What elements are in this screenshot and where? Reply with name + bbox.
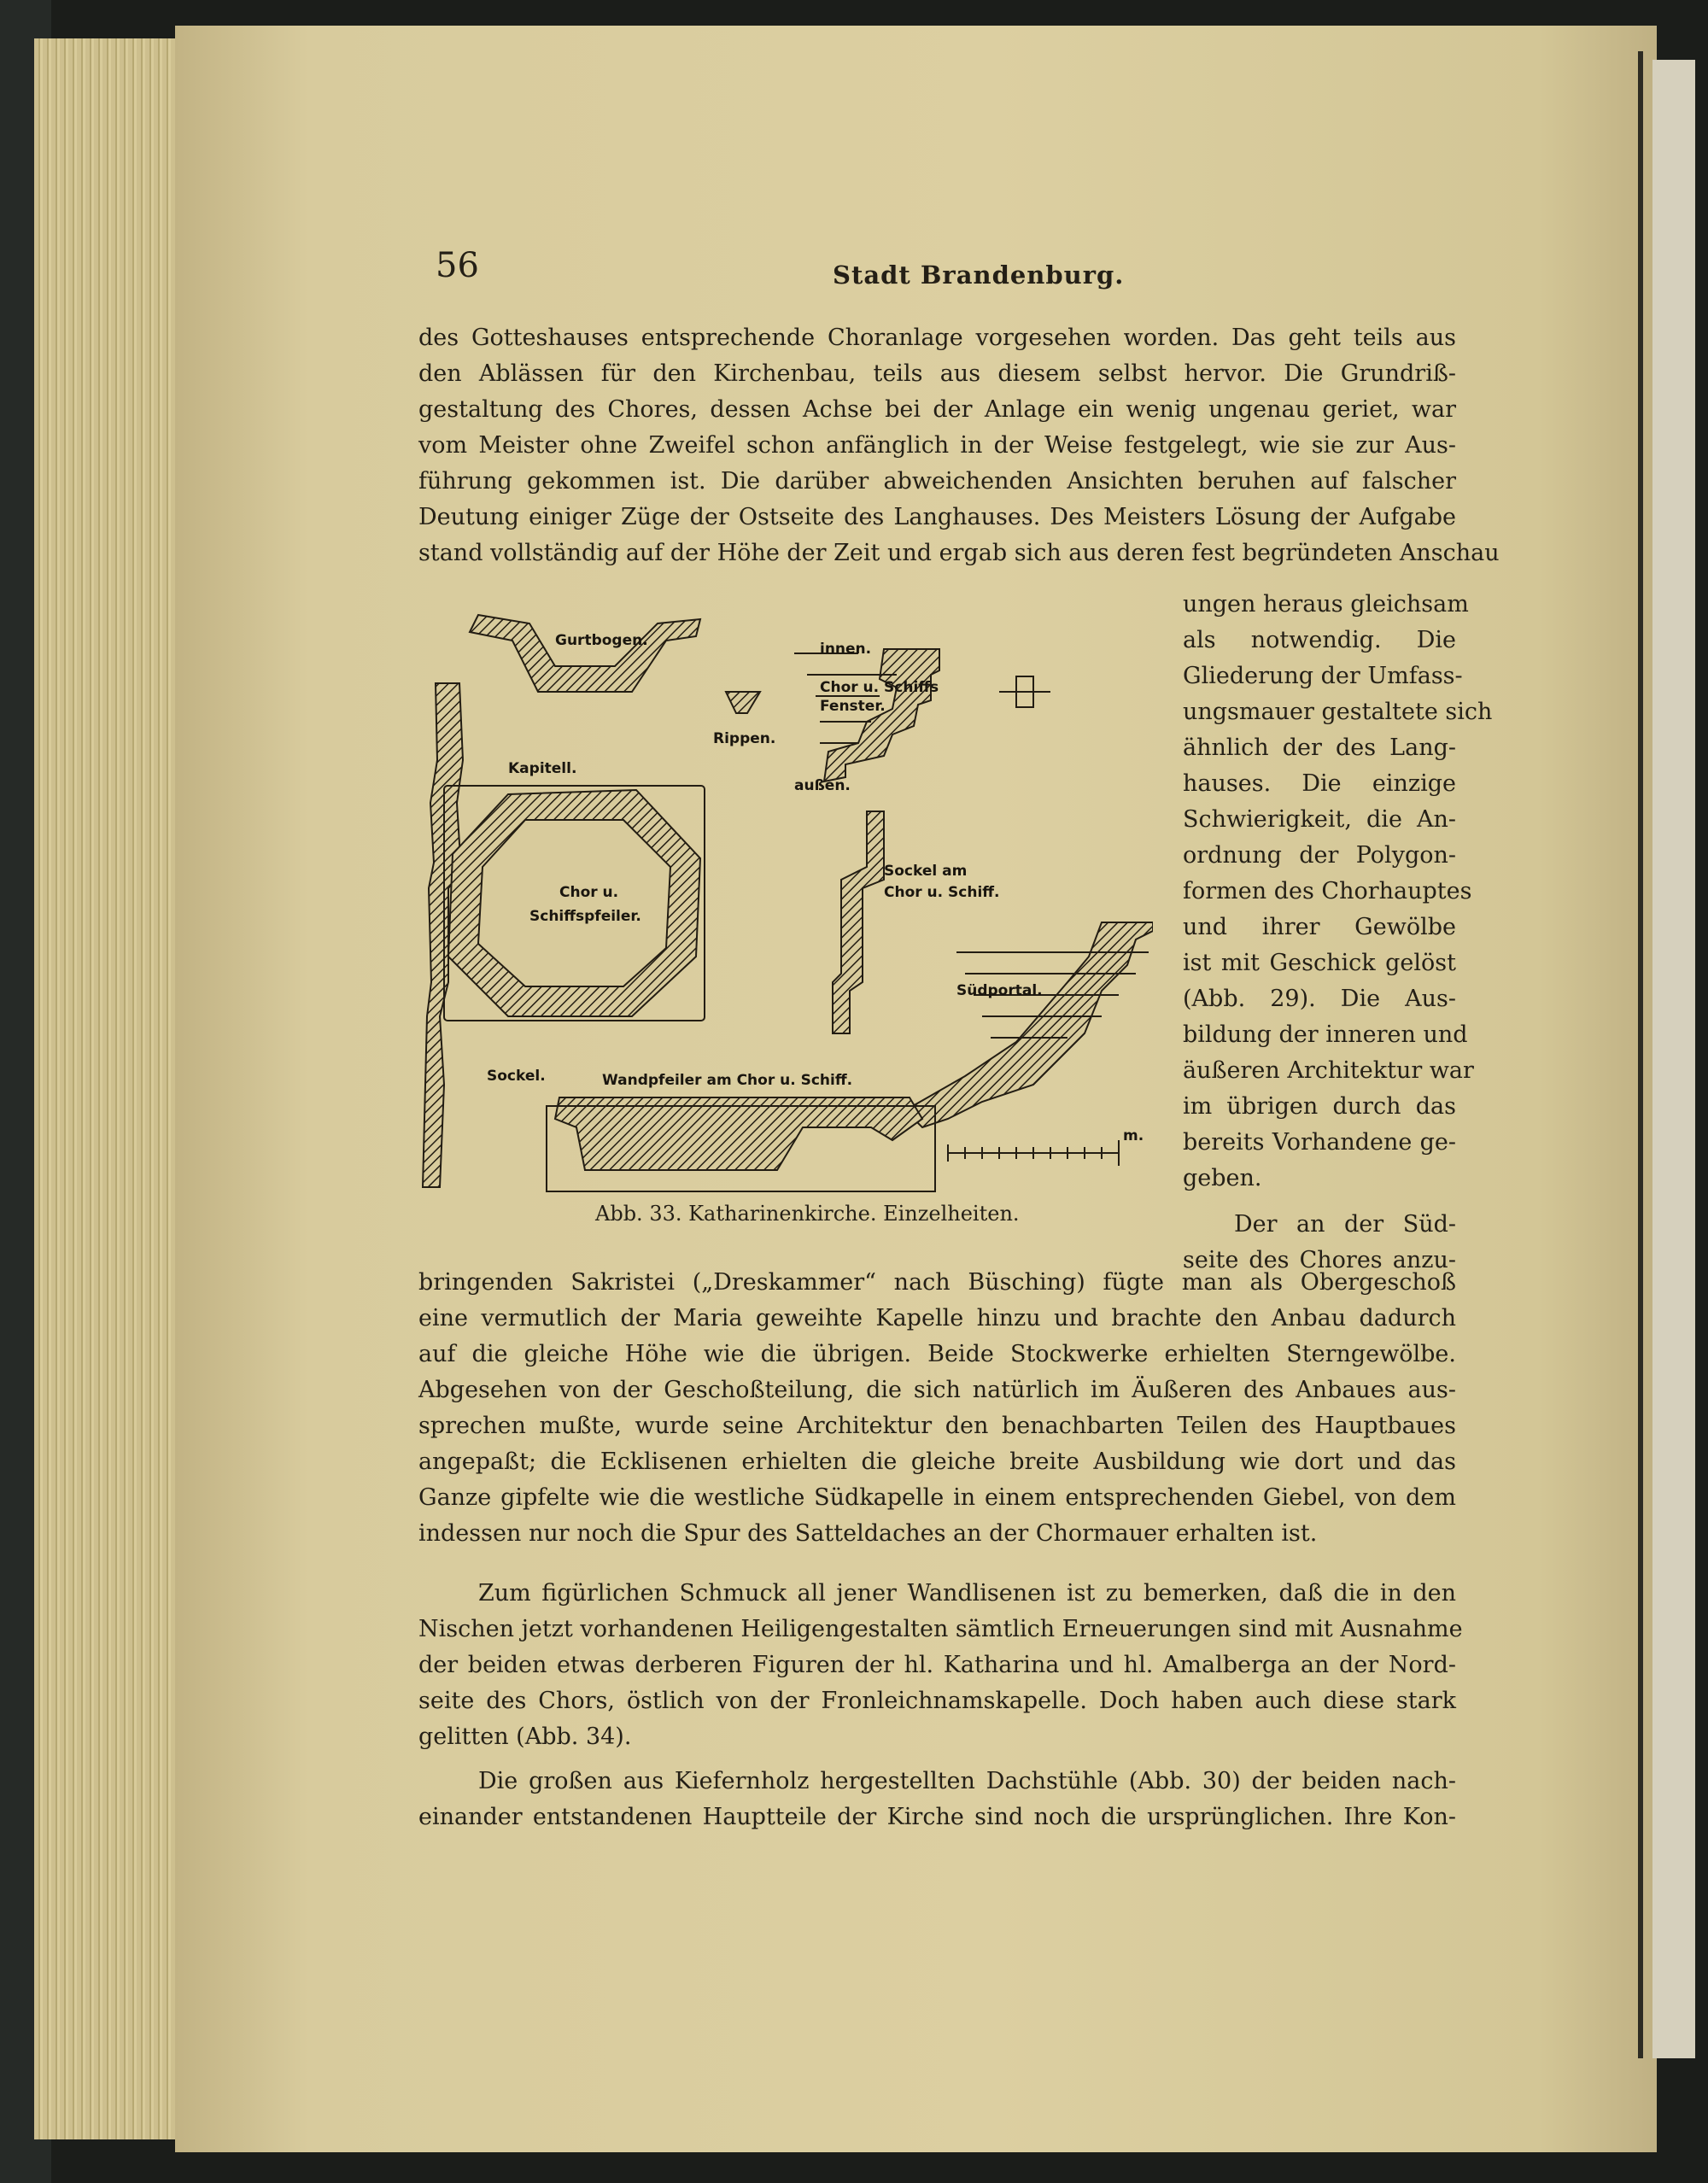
label-rippen: Rippen. xyxy=(713,730,776,747)
text-line: seite des Chores anzu- xyxy=(1183,1247,1456,1273)
scale-bar xyxy=(948,1140,1119,1166)
text-line: vom Meister ohne Zweifel schon anfänglich in der Weise festgelegt, wie sie zur Aus- xyxy=(418,432,1456,459)
rippen-profile xyxy=(726,692,760,713)
text-line: Nischen jetzt vorhandenen Heiligengestalten sämtlich Erneuerungen sind mit Ausnahme xyxy=(418,1616,1463,1642)
label-aussen: außen. xyxy=(794,777,851,794)
text-line: Ganze gipfelte wie die westliche Südkapelle in einem entsprechenden Giebel, von dem xyxy=(418,1484,1456,1511)
text-line: ungen heraus gleichsam xyxy=(1183,591,1469,617)
text-line: bildung der inneren und xyxy=(1183,1021,1468,1048)
text-line: Abgesehen von der Geschoßteilung, die sich natürlich im Äußeren des Anbaues aus- xyxy=(418,1377,1456,1403)
text-line: indessen nur noch die Spur des Satteldaches an der Chormauer erhalten ist. xyxy=(418,1520,1318,1547)
text-line: auf die gleiche Höhe wie die übrigen. Beide Stockwerke erhielten Sterngewölbe. xyxy=(418,1341,1456,1367)
text-line: seite des Chors, östlich von der Fronleichnamskapelle. Doch haben auch diese stark xyxy=(418,1688,1456,1714)
label-pfeiler-2: Schiffspfeiler. xyxy=(529,908,641,925)
text-line: als notwendig. Die xyxy=(1183,627,1456,653)
label-pfeiler-1: Chor u. xyxy=(559,884,619,901)
text-line: führung gekommen ist. Die darüber abweichenden Ansichten beruhen auf falscher xyxy=(418,468,1456,495)
text-line: bereits Vorhandene ge- xyxy=(1183,1129,1456,1156)
running-head: Stadt Brandenburg. xyxy=(833,260,1125,290)
architectural-details-figure xyxy=(418,606,1153,1196)
text-line: eine vermutlich der Maria geweihte Kapelle hinzu und brachte den Anbau dadurch xyxy=(418,1305,1456,1331)
text-line: stand vollständig auf der Höhe der Zeit und ergab sich aus deren fest begründeten Anschau xyxy=(418,540,1500,566)
text-line: ist mit Geschick gelöst xyxy=(1183,950,1456,976)
fenster-profile xyxy=(824,649,939,781)
label-suedportal: Südportal. xyxy=(956,982,1043,999)
text-line: geben. xyxy=(1183,1165,1262,1191)
text-line: formen des Chorhauptes xyxy=(1183,878,1472,904)
label-fenster-2: Fenster. xyxy=(820,698,886,715)
text-line: bringenden Sakristei („Dreskammer“ nach Büsching) fügte man als Obergeschoß xyxy=(418,1269,1456,1296)
text-line: ordnung der Polygon- xyxy=(1183,842,1456,869)
text-line: sprechen mußte, wurde seine Architektur den benachbarten Teilen des Hauptbaues xyxy=(418,1413,1456,1439)
text-line: und ihrer Gewölbe xyxy=(1183,914,1456,940)
text-line: ungsmauer gestaltete sich xyxy=(1183,699,1493,725)
text-line: Deutung einiger Züge der Ostseite des Langhauses. Des Meisters Lösung der Aufgabe xyxy=(418,504,1456,530)
text-line: Gliederung der Umfass- xyxy=(1183,663,1463,689)
figure-caption: Abb. 33. Katharinenkirche. Einzelheiten. xyxy=(595,1202,1020,1226)
page-edges xyxy=(34,38,188,2139)
label-sockel: Sockel. xyxy=(487,1068,546,1085)
label-fenster-1: Chor u. Schiffs xyxy=(820,679,939,696)
text-line: den Ablässen für den Kirchenbau, teils aus diesem selbst hervor. Die Grundriß- xyxy=(418,360,1456,387)
text-line: ähnlich der des Lang- xyxy=(1183,734,1456,761)
text-line: Zum figürlichen Schmuck all jener Wandlisenen ist zu bemerken, daß die in den xyxy=(478,1580,1456,1607)
page-number: 56 xyxy=(436,246,479,285)
label-sockel-am-2: Chor u. Schiff. xyxy=(884,884,1000,901)
text-line: äußeren Architektur war xyxy=(1183,1057,1474,1084)
label-gurtbogen: Gurtbogen. xyxy=(555,632,648,649)
text-line: einander entstandenen Hauptteile der Kirche sind noch die ursprünglichen. Ihre Kon- xyxy=(418,1804,1456,1830)
label-sockel-am-1: Sockel am xyxy=(884,863,968,880)
label-kapitell: Kapitell. xyxy=(508,760,577,777)
text-line: im übrigen durch das xyxy=(1183,1093,1456,1120)
fenster-rib-profile xyxy=(999,676,1050,707)
text-line: angepaßt; die Ecklisenen erhielten die gleiche breite Ausbildung wie dort und das xyxy=(418,1449,1456,1475)
text-line: gelitten (Abb. 34). xyxy=(418,1724,632,1750)
text-line: Die großen aus Kiefernholz hergestellten Dachstühle (Abb. 30) der beiden nach- xyxy=(478,1768,1456,1794)
text-line: gestaltung des Chores, dessen Achse bei der Anlage ein wenig ungenau geriet, war xyxy=(418,396,1456,423)
text-line: der beiden etwas derberen Figuren der hl. Katharina und hl. Amalberga an der Nord- xyxy=(418,1652,1456,1678)
label-scale-unit: m. xyxy=(1123,1127,1144,1144)
label-wandpfeiler: Wandpfeiler am Chor u. Schiff. xyxy=(602,1072,853,1089)
facing-page-edge xyxy=(1652,60,1695,2058)
text-line: Der an der Süd- xyxy=(1234,1211,1456,1238)
text-line: hauses. Die einzige xyxy=(1183,770,1456,797)
text-line: Schwierigkeit, die An- xyxy=(1183,806,1456,833)
gutter-shadow xyxy=(1638,51,1643,2058)
pier-inner xyxy=(478,820,670,986)
text-line: (Abb. 29). Die Aus- xyxy=(1183,986,1456,1012)
sockel-profile xyxy=(833,811,884,1033)
gurtbogen-profile xyxy=(470,615,700,692)
text-line: des Gotteshauses entsprechende Choranlage vorgesehen worden. Das geht teils aus xyxy=(418,325,1456,351)
label-innen: innen. xyxy=(820,641,872,658)
wandpfeiler-profile xyxy=(555,1097,922,1170)
